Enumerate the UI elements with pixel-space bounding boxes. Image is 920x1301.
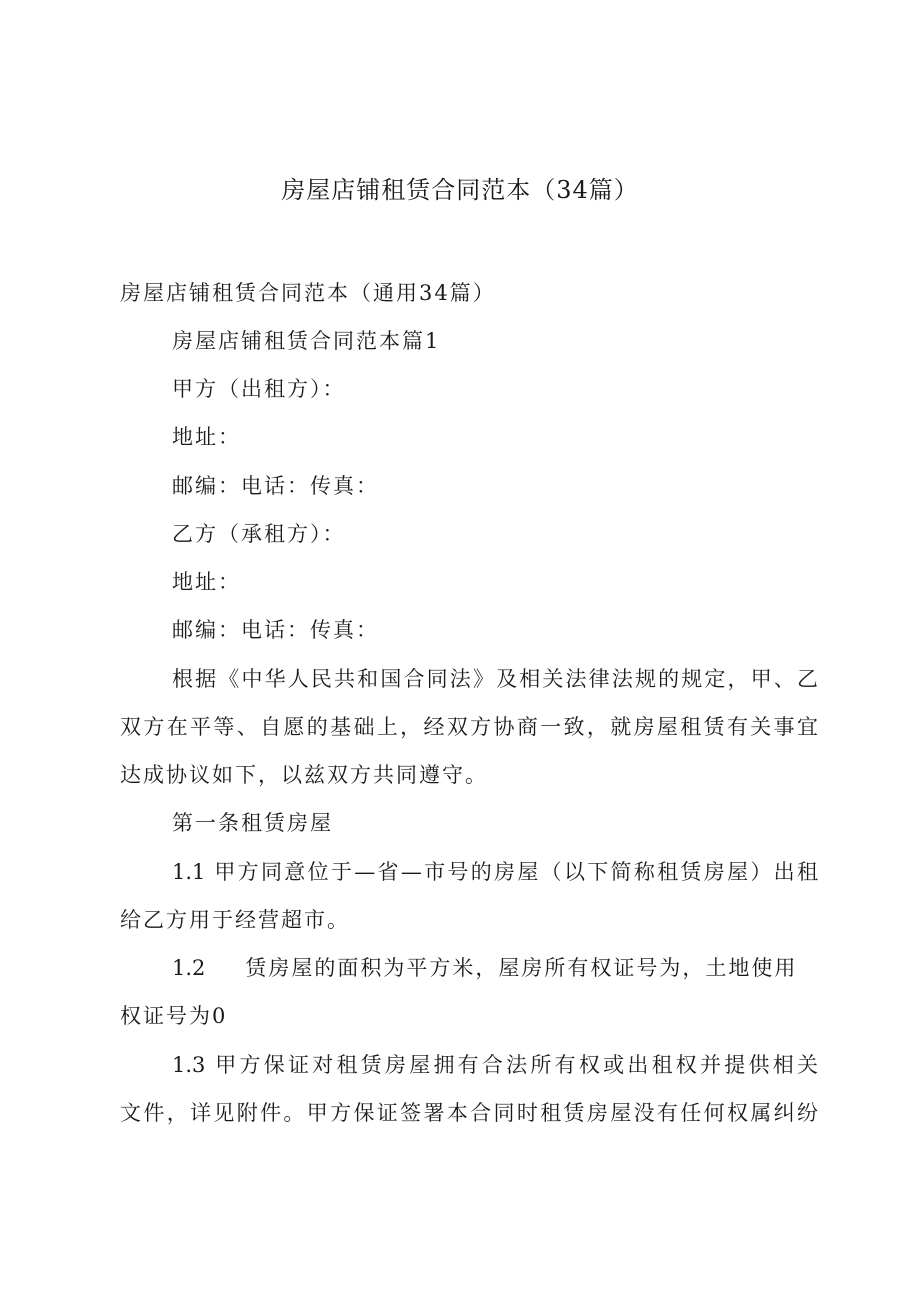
preamble-line-1: 根据《中华人民共和国合同法》及相关法律法规的规定，甲、乙	[172, 667, 818, 691]
clause-1-2-line-2: 权证号为0	[120, 1004, 228, 1028]
clause-1-3-line-2: 文件，详见附件。甲方保证签署本合同时租赁房屋没有任何权属纠纷	[120, 1101, 818, 1125]
party-a-contact: 邮编：电话：传真：	[172, 474, 379, 498]
party-b-label: 乙方（承租方）：	[172, 522, 346, 546]
clause-1-2-line-1	[172, 953, 818, 983]
clause-1-1-line-2: 给乙方用于经营超市。	[120, 908, 350, 932]
clause-1-3-line-1: 1.3 甲方保证对租赁房屋拥有合法所有权或出租权并提供相关	[172, 1053, 818, 1077]
party-b-address: 地址：	[172, 570, 241, 594]
section-heading: 房屋店铺租赁合同范本篇1	[172, 329, 441, 353]
article-1-heading: 第一条租赁房屋	[172, 811, 333, 835]
clause-1-2-text: 赁房屋的面积为平方米，屋房所有权证号为，土地使用	[245, 956, 798, 980]
clause-1-2-number: 1.2	[172, 956, 206, 980]
document-title: 房屋店铺租赁合同范本（34篇）	[281, 176, 639, 204]
clause-1-1-line-1: 1.1 甲方同意位于—省—市号的房屋（以下简称租赁房屋）出租	[172, 860, 818, 884]
party-a-label: 甲方（出租方）：	[172, 377, 346, 401]
party-b-contact: 邮编：电话：传真：	[172, 618, 379, 642]
preamble-line-3: 达成协议如下，以兹双方共同遵守。	[120, 763, 488, 787]
document-subtitle: 房屋店铺租赁合同范本（通用34篇）	[120, 281, 496, 305]
party-a-address: 地址：	[172, 425, 241, 449]
preamble-line-2: 双方在平等、自愿的基础上，经双方协商一致，就房屋租赁有关事宜	[120, 715, 818, 739]
